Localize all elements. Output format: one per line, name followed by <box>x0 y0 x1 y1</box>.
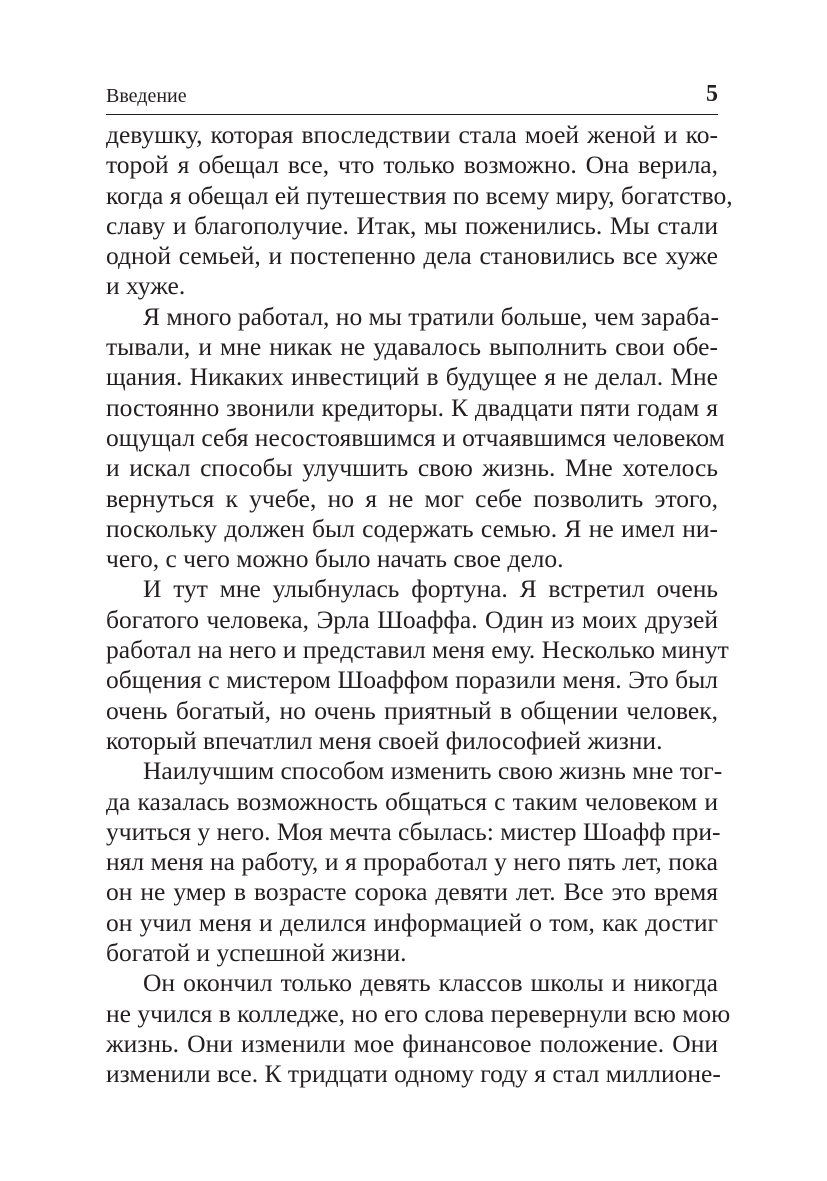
text-line: славу и благополучие. Итак, мы поженились. Мы стали <box>106 210 718 240</box>
text-line: учиться у него. Моя мечта сбылась: мистер Шоафф при- <box>106 816 721 846</box>
text-line: вернуться к учебе, но я не мог себе позволить этого, <box>106 483 718 513</box>
text-line: поскольку должен был содержать семью. Я не имел ни- <box>106 513 718 543</box>
chapter-title: Введение <box>106 85 187 107</box>
page-number: 5 <box>706 81 718 107</box>
text-line: щания. Никаких инвестиций в будущее я не делал. Мне <box>106 362 718 392</box>
text-line: И тут мне улыбнулась фортуна. Я встретил очень <box>143 574 718 604</box>
text-line: богатой и успешной жизни. <box>106 938 407 968</box>
text-line: очень богатый, но очень приятный в общении человек, <box>106 695 718 725</box>
text-line: нял меня на работу, и я проработал у него пять лет, пока <box>106 847 718 877</box>
paragraph <box>106 574 729 756</box>
text-line: он учил меня и делился информацией о том, как достиг <box>106 907 718 937</box>
text-line: когда я обещал ей путешествия по всему миру, богатство, <box>106 180 733 210</box>
header-divider <box>106 114 718 115</box>
text-line: не учился в колледже, но его слова перевернули всю мою <box>106 998 731 1028</box>
text-line: изменили все. К тридцати одному году я стал миллионе- <box>106 1059 721 1089</box>
text-line: общения с мистером Шоаффом поразили меня. Это был <box>106 665 718 695</box>
text-line: постоянно звонили кредиторы. К двадцати пяти годам я <box>106 392 718 422</box>
text-line: тывали, и мне никак не удавалось выполнить свои обе- <box>106 332 718 362</box>
text-line: девушку, которая впоследствии стала моей женой и ко- <box>106 120 718 149</box>
text-line: работал на него и представил меня ему. Несколько минут <box>106 635 729 665</box>
text-line: Наилучшим способом изменить свою жизнь мне тог- <box>143 756 723 786</box>
text-line: Я много работал, но мы тратили больше, чем зараба- <box>143 301 719 331</box>
running-header <box>106 80 718 112</box>
text-line: который впечатлил меня своей философией жизни. <box>106 725 663 755</box>
text-line: одной семьей, и постепенно дела становились все хуже <box>106 241 718 271</box>
text-line: Он окончил только девять классов школы и никогда <box>143 968 718 998</box>
text-line: жизнь. Они изменили мое финансовое положение. Они <box>106 1028 718 1058</box>
text-line: богатого человека, Эрла Шоаффа. Один из моих друзей <box>106 604 718 634</box>
text-line: торой я обещал все, что только возможно. Она верила, <box>106 150 718 180</box>
text-line: да казалась возможность общаться с таким человеком и <box>106 786 718 816</box>
paragraph <box>106 756 723 968</box>
text-line: ощущал себя несостоявшимся и отчаявшимся человеком <box>106 422 725 452</box>
text-line: и хуже. <box>106 271 186 301</box>
text-line: чего, с чего можно было начать свое дело. <box>106 544 564 574</box>
text-line: он не умер в возрасте сорока девяти лет. Все это время <box>106 877 718 907</box>
text-line: и искал способы улучшить свою жизнь. Мне хотелось <box>106 453 718 483</box>
paragraph <box>106 120 733 302</box>
paragraph <box>106 968 731 1089</box>
body-text <box>106 120 733 1090</box>
paragraph <box>106 301 725 575</box>
